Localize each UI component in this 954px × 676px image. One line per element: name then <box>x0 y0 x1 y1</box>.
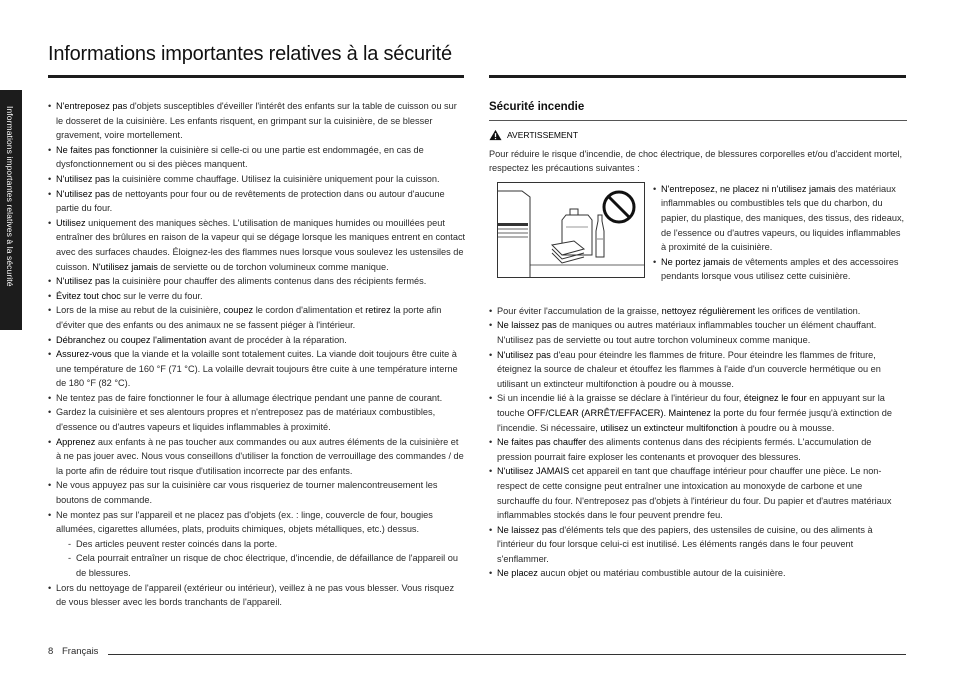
keyword-text: N'utilisez pas <box>497 349 551 360</box>
keyword-text: N'entreposez pas <box>56 101 128 111</box>
body-text: aucun objet ou matériau combustible autour de la cuisinière. <box>537 568 786 579</box>
keyword-text: N'entreposez, ne placez ni n'utilisez jamais <box>661 183 836 194</box>
keyword-text: Maintenez <box>668 407 711 418</box>
warning-row <box>489 128 907 143</box>
list-item <box>48 478 466 507</box>
page-title: Informations importantes relatives à la sécurité <box>48 43 452 65</box>
body-text: de vêtements amples et des accessoires pendants lorsque vous utilisez cette cuisinière. <box>661 256 899 282</box>
footer-language: Français <box>62 646 99 657</box>
keyword-text: N'utilisez jamais <box>92 261 158 272</box>
body-text: à poudre ou à mousse. <box>737 422 835 433</box>
list-item <box>489 464 907 522</box>
keyword-text: Ne faites pas fonctionner <box>56 144 158 155</box>
list-item <box>48 391 466 406</box>
body-text: . <box>663 407 669 418</box>
intro-text: Pour réduire le risque d'incendie, de choc électrique, de blessures corporelles et/ou d'accident mortel, respectez les précautions suivantes : <box>489 148 903 174</box>
keyword-text: Ne placez <box>497 568 538 579</box>
keyword-text: Ne portez jamais <box>661 256 730 267</box>
list-item <box>48 333 466 348</box>
keyword-text: N'utilisez pas <box>56 276 110 287</box>
body-text: les orifices de ventilation. <box>755 305 861 316</box>
range-flammables-icon <box>498 183 644 277</box>
list-item <box>48 581 466 610</box>
left-column <box>48 99 466 610</box>
right-bullet-list <box>489 304 907 581</box>
list-item <box>48 303 466 332</box>
list-item <box>489 391 907 435</box>
sub-list-item: - Des articles peuvent rester coincés dans la porte. <box>68 537 466 552</box>
warning-triangle-icon <box>489 129 502 141</box>
body-text: cet appareil en tant que chauffage intérieur pour chauffer une pièce. Le non-respect de cette consigne peut entraîner une intoxication au monoxyde de carbone et une surchauffe du four. N'entreposez pas d'objets à l'intérieur du four. Du papier et d'autres matériaux inflammables stockés dans le four peuvent prendre feu. <box>497 466 892 521</box>
body-text: Ne montez pas sur l'appareil et ne placez pas d'objets (ex. : linge, couvercle de four, bougies allumées, cigarettes allumées, plats, produits chimiques, objets métalliques, etc.) dessus. <box>56 509 433 535</box>
body-text: de serviette ou de torchon volumineux comme manique. <box>157 261 389 272</box>
body-text: des matériaux inflammables ou combustibles tels que du charbon, du papier, du plastique, des maniques, des tissus, des rideaux, de l'essence ou d'autres vapeurs, ou liquides inflammables à proximité de la cuisinière. <box>661 183 905 253</box>
side-tab-label: Informations importantes relatives à la sécurité <box>5 106 15 287</box>
body-text: la cuisinière pour chauffer des aliments contenus dans des récipients fermés. <box>109 276 427 287</box>
body-text: Ne tentez pas de faire fonctionner le four à allumage électrique pendant une panne de courant. <box>56 392 443 403</box>
body-text: Pour éviter l'accumulation de la graisse, <box>497 305 662 316</box>
body-text: la porte du four fermée jusqu'à extinction de l'incendie. Si nécessaire, <box>497 407 892 433</box>
illustration-block <box>489 182 907 300</box>
body-text: d'objets susceptibles d'éveiller l'intérêt des enfants sur la table de cuisson ou sur le dosseret de la cuisinière. Les enfants risquent, en grimpant sur la cuisinière, de se blesser gravement, voire mortellement. <box>56 101 457 141</box>
body-text: Si un incendie lié à la graisse se déclare à l'intérieur du four, <box>497 393 744 404</box>
keyword-text: Utilisez <box>56 217 86 228</box>
keyword-text: Débranchez <box>56 334 106 345</box>
keyword-text: N'utilisez JAMAIS <box>497 466 570 477</box>
warning-label: AVERTISSEMENT <box>507 130 579 140</box>
keyword-text: Ne faites pas chauffer <box>497 437 587 448</box>
list-item <box>489 566 907 581</box>
body-text: de nettoyants pour four ou de revêtements de protection dans ou autour d'aucune partie du four. <box>56 188 445 214</box>
keyword-text: retirez <box>365 305 391 316</box>
body-text: sur le verre du four. <box>120 290 203 301</box>
section-heading: Sécurité incendie <box>489 101 585 113</box>
left-bullet-list <box>48 99 466 610</box>
keyword-text: N'utilisez pas <box>56 188 110 199</box>
keyword-text: éteignez le four <box>743 393 807 404</box>
sub-list-item: - Cela pourrait entraîner un risque de choc électrique, d'incendie, de défaillance de l'appareil ou de blessures. <box>68 551 466 580</box>
body-text: la porte afin d'éviter que des enfants ou des animaux ne se fassent piéger à l'intérieur. <box>56 305 442 330</box>
side-section-tab <box>0 90 22 330</box>
list-item <box>489 435 907 464</box>
list-item <box>48 508 466 581</box>
title-rule-right <box>489 75 906 78</box>
list-item <box>489 304 907 319</box>
footer-rule <box>108 654 906 655</box>
list-item <box>48 289 466 304</box>
keyword-text: utilisez un extincteur multifonction <box>600 422 738 433</box>
keyword-text: Assurez-vous <box>56 349 112 360</box>
list-item <box>48 99 466 143</box>
body-text: Ne vous appuyez pas sur la cuisinière car vous risqueriez de tourner malencontreusement les boutons de commande. <box>56 480 438 506</box>
list-item <box>489 523 907 567</box>
keyword-text: coupez <box>223 305 254 316</box>
body-text: Lors de la mise au rebut de la cuisinière, <box>56 305 224 316</box>
keyword-text: Évitez tout choc <box>56 290 121 301</box>
body-text: que la viande et la volaille sont totalement cuites. La viande doit toujours être cuite à une température de 160 °F (71 °C). La volaille devrait toujours être cuite à une température interne de 180 °F (82 °C). <box>56 349 458 389</box>
keyword-text: Ne laissez pas <box>497 320 557 331</box>
keyword-text: coupez l'alimentation <box>120 334 207 345</box>
list-item <box>48 187 466 216</box>
body-text: le cordon d'alimentation et <box>253 305 366 316</box>
body-text: Gardez la cuisinière et ses alentours propres et n'entreposez pas de matériaux combustibles, d'essence ou d'autres vapeurs et liquides inflammables à proximité. <box>56 407 436 433</box>
list-item <box>48 405 466 434</box>
list-item <box>489 348 907 392</box>
keyword-text: Ne laissez pas <box>497 524 557 535</box>
body-text: des aliments contenus dans des récipients fermés. L'accumulation de pression pourrait faire exploser les contenants et provoquer des blessures. <box>497 437 872 462</box>
body-text: en appuyant sur la touche <box>497 393 885 418</box>
list-item <box>48 172 466 187</box>
body-text: uniquement des maniques sèches. L'utilisation de maniques humides ou mouillées peut entraîner des brûlures en raison de la vapeur qui se dégage lorsque les maniques entrent en contact avec des surfaces chaudes. Éloignez-les des flammes nues lorsque vous soulevez les ustensiles de cuisson. <box>56 217 466 272</box>
body-text: aux enfants à ne pas toucher aux commandes ou aux autres éléments de la cuisinière et à ne pas jouer avec. Nous vous conseillons d'utiliser la fonction de verrouillage des commandes / de la porte afin de réduire tout risque d'utilisation incorrecte par des enfants. <box>56 436 464 476</box>
page-number: 8 <box>48 646 54 657</box>
keyword-text: Apprenez <box>56 436 96 447</box>
list-item <box>489 318 907 347</box>
right-column <box>489 99 907 581</box>
title-rule-left <box>48 75 464 78</box>
keyword-text: nettoyez régulièrement <box>661 305 756 316</box>
no-flammables-illustration <box>497 182 645 278</box>
illustration-list <box>653 182 905 284</box>
body-text: d'eau pour éteindre les flammes de friture. Pour éteindre les flammes de friture, éteignez la source de chaleur et étouffez les flammes à l'aide d'un couvercle hermétique ou en utilisant un extincteur multifonction à poudre ou à mousse. <box>497 349 881 389</box>
section-rule <box>489 120 907 121</box>
body-text: Lors du nettoyage de l'appareil (extérieur ou intérieur), veillez à ne pas vous blesser. Vous risquez de vous blesser avec les bords tranchants de l'appareil. <box>56 582 455 608</box>
keyword-text: OFF/CLEAR (ARRÊT/EFFACER) <box>527 407 664 418</box>
body-text: d'éléments tels que des papiers, des ustensiles de cuisine, ou des aliments à l'intérieur du four lorsque celui-ci est inutilisé. Les éléments rangés dans le four peuvent s'enflammer. <box>497 524 873 564</box>
keyword-text: N'utilisez pas <box>56 173 110 184</box>
body-text: ou <box>105 334 121 345</box>
list-item <box>48 216 466 274</box>
list-item <box>48 435 466 479</box>
sub-list <box>56 537 466 581</box>
list-item <box>653 255 905 284</box>
list-item <box>48 274 466 289</box>
body-text: la cuisinière comme chauffage. Utilisez la cuisinière uniquement pour la cuisson. <box>109 173 440 184</box>
list-item <box>48 143 466 172</box>
list-item <box>48 347 466 391</box>
body-text: la cuisinière si celle-ci ou une partie est endommagée, en cas de dysfonctionnement ou si des pièces manquent. <box>56 144 424 170</box>
list-item <box>653 182 905 255</box>
body-text: avant de procéder à la réparation. <box>206 334 347 345</box>
body-text: de maniques ou autres matériaux inflammables toucher un élément chauffant. N'utilisez pas de serviette ou tout autre torchon volumineux comme manique. <box>497 320 877 345</box>
